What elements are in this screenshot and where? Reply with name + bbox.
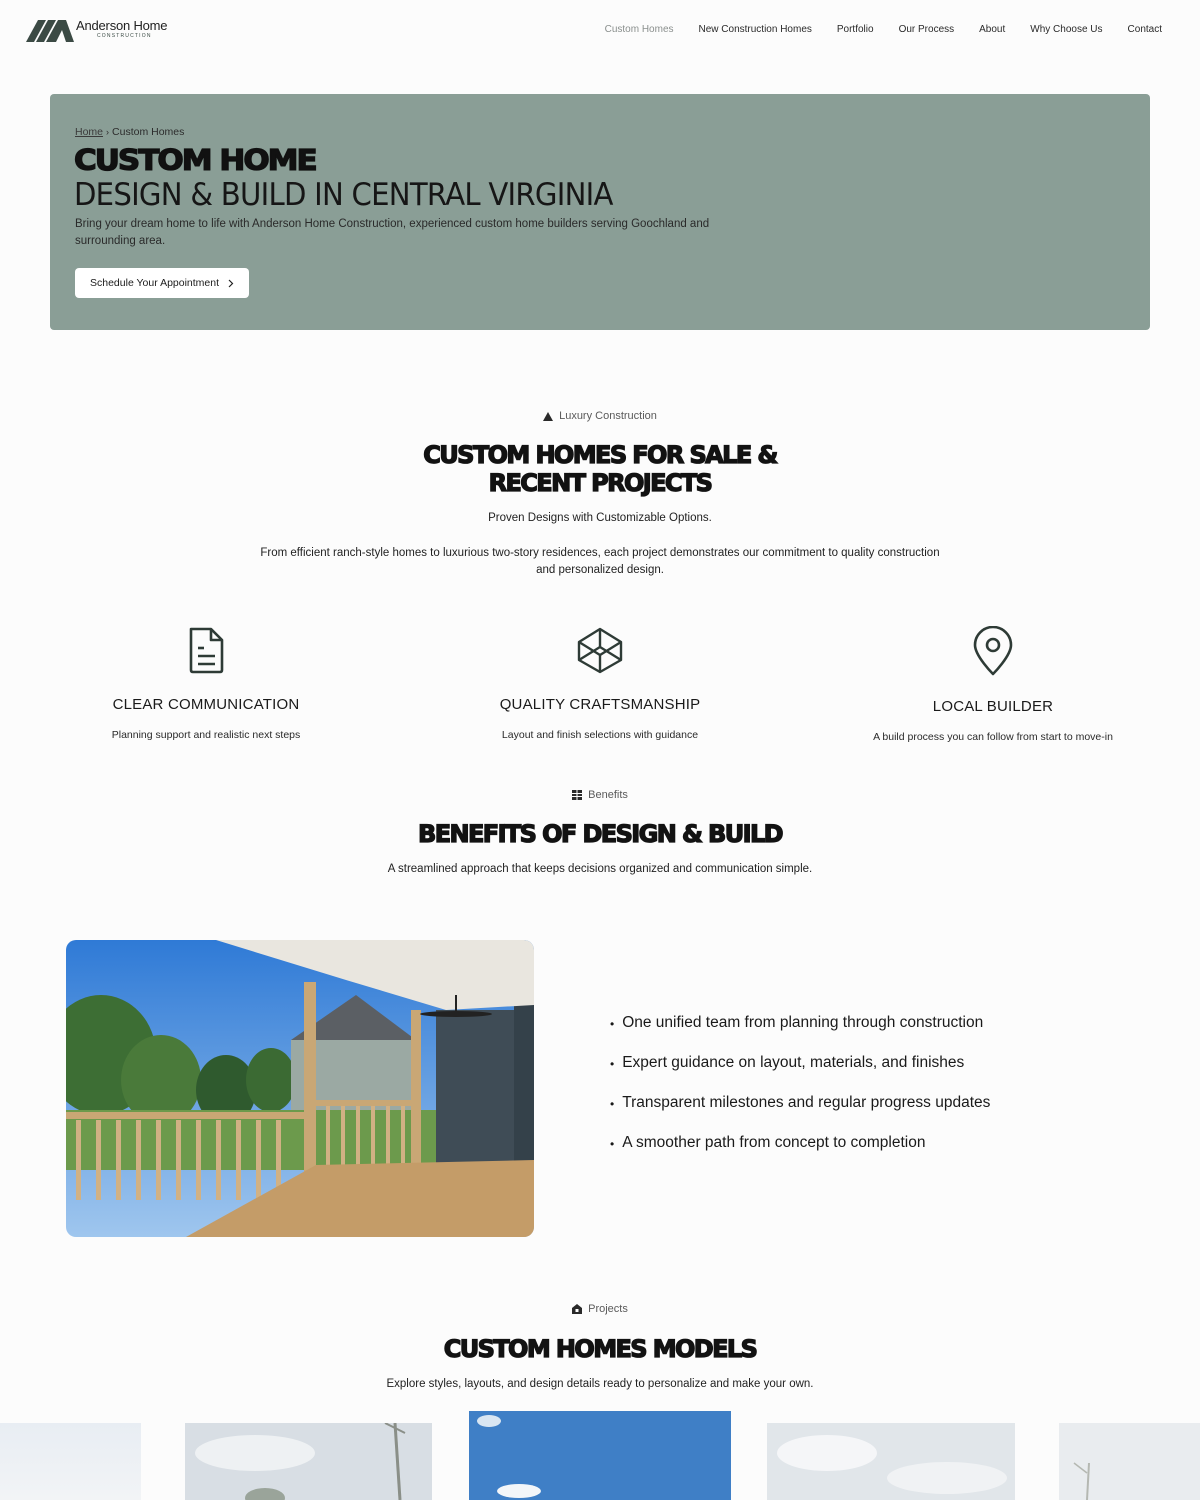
nav-new-construction-homes[interactable]: New Construction Homes <box>698 24 812 35</box>
nav-our-process[interactable]: Our Process <box>898 24 955 35</box>
projects-eyebrow-label: Luxury Construction <box>559 410 657 422</box>
model-card-image[interactable] <box>0 1423 141 1500</box>
feature-title: LOCAL BUILDER <box>932 698 1054 715</box>
hero-title-light: DESIGN & BUILD IN CENTRAL VIRGINIA <box>74 177 613 213</box>
breadcrumb-home-link[interactable]: Home <box>75 126 104 138</box>
feature-local-builder <box>843 626 1143 743</box>
benefits-list <box>610 1014 990 1174</box>
house-icon <box>572 1304 582 1314</box>
list-item: • A smoother path from concept to completion <box>610 1134 990 1174</box>
map-pin-icon <box>971 626 1015 676</box>
projects-heading-line2: RECENT PROJECTS <box>488 469 712 497</box>
benefits-eyebrow-label: Benefits <box>588 789 628 801</box>
grid-icon <box>572 790 582 800</box>
feature-description: A build process you can follow from start to move-in <box>873 731 1113 743</box>
schedule-appointment-label: Schedule Your Appointment <box>90 277 220 289</box>
schedule-appointment-button[interactable] <box>75 268 249 298</box>
covered-porch-photo <box>66 940 534 1237</box>
hero-title-bold: CUSTOM HOME <box>74 144 316 178</box>
nav-why-choose-us[interactable]: Why Choose Us <box>1030 24 1103 35</box>
breadcrumb <box>75 126 184 138</box>
main-nav <box>605 24 1162 35</box>
projects-description: From efficient ranch-style homes to luxurious two-story residences, each project demonstrates our commitment to quality construction and personalized design. <box>260 547 940 576</box>
site-header <box>0 0 1200 62</box>
benefits-heading: BENEFITS OF DESIGN & BUILD <box>418 820 782 848</box>
nav-contact[interactable]: Contact <box>1127 24 1162 35</box>
model-card-image[interactable] <box>185 1423 432 1500</box>
model-card-image[interactable] <box>1059 1423 1200 1500</box>
feature-title: QUALITY CRAFTSMANSHIP <box>499 696 701 713</box>
nav-about[interactable]: About <box>979 24 1006 35</box>
hero-description: Bring your dream home to life with Anderson Home Construction, experienced custom home builders serving Goochland and surrounding area. <box>75 218 710 247</box>
roof-peaks-icon <box>26 18 74 42</box>
feature-description: Planning support and realistic next steps <box>111 729 301 741</box>
models-eyebrow <box>0 1303 1200 1315</box>
projects-heading-line1: CUSTOM HOMES FOR SALE & <box>423 441 777 469</box>
nav-portfolio[interactable]: Portfolio <box>836 24 874 35</box>
projects-eyebrow <box>0 410 1200 422</box>
feature-quality-craftsmanship <box>450 626 750 741</box>
list-item: • Transparent milestones and regular progress updates <box>610 1094 990 1134</box>
feature-clear-communication <box>56 626 356 741</box>
models-eyebrow-label: Projects <box>588 1303 628 1315</box>
triangle-icon <box>543 412 553 421</box>
models-subheading: Explore styles, layouts, and design details ready to personalize and make your own. <box>386 1378 814 1390</box>
list-item: • One unified team from planning through construction <box>610 1014 990 1054</box>
brand-name: Anderson Home <box>76 18 168 33</box>
document-icon <box>186 626 226 674</box>
benefits-subheading: A streamlined approach that keeps decisions organized and communication simple. <box>387 863 813 875</box>
model-card-image[interactable] <box>469 1411 731 1500</box>
site-logo[interactable] <box>26 18 176 44</box>
model-card-image[interactable] <box>767 1423 1015 1500</box>
models-heading: CUSTOM HOMES MODELS <box>443 1335 757 1363</box>
projects-subheading: Proven Designs with Customizable Options. <box>488 512 712 524</box>
brand-subtitle: CONSTRUCTION <box>97 33 152 39</box>
list-item: • Expert guidance on layout, materials, and finishes <box>610 1054 990 1094</box>
benefits-eyebrow <box>0 789 1200 801</box>
feature-title: CLEAR COMMUNICATION <box>112 696 300 713</box>
breadcrumb-current: Custom Homes <box>112 126 185 138</box>
nav-custom-homes[interactable]: Custom Homes <box>604 24 674 35</box>
feature-description: Layout and finish selections with guidance <box>501 729 699 741</box>
cube-icon <box>576 626 624 674</box>
breadcrumb-separator: › <box>106 127 110 137</box>
chevron-right-icon <box>227 279 234 288</box>
hero-banner <box>50 94 1150 330</box>
